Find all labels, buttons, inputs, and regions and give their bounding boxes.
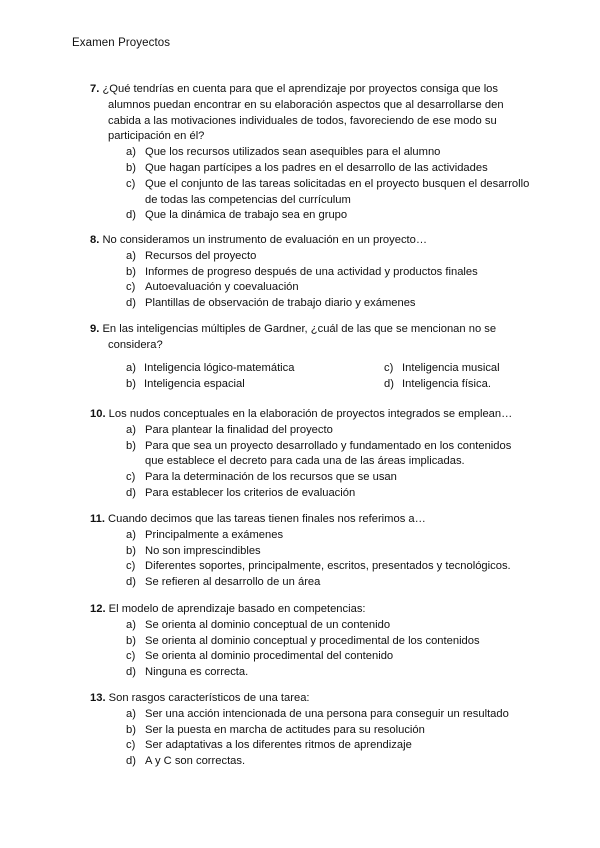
option-letter: c) xyxy=(126,739,136,752)
option xyxy=(126,377,245,393)
question-text: Son rasgos característicos de una tarea: xyxy=(108,692,310,704)
question-text: Cuando decimos que las tareas tienen finales nos referimos a… xyxy=(108,513,426,525)
option xyxy=(90,618,530,634)
option-letter: b) xyxy=(126,377,136,390)
option xyxy=(90,145,530,161)
question-text: En las inteligencias múltiples de Gardner, ¿cuál de las que se mencionan no se considera? xyxy=(102,323,497,351)
option-letter: a) xyxy=(126,618,136,631)
option-text: Que hagan partícipes a los padres en el desarrollo de las actividades xyxy=(145,161,488,174)
option xyxy=(90,280,530,296)
option-letter: b) xyxy=(126,544,136,557)
option xyxy=(90,723,530,739)
question-number: 10. xyxy=(90,408,106,420)
option-letter: c) xyxy=(126,177,136,190)
option-text: Se orienta al dominio conceptual de un contenido xyxy=(145,618,391,631)
option-letter: d) xyxy=(126,666,136,679)
question-9 xyxy=(90,322,530,393)
question-12 xyxy=(90,602,530,681)
option-text: Que la dinámica de trabajo sea en grupo xyxy=(145,209,348,222)
option xyxy=(90,575,530,591)
option-text: Inteligencia espacial xyxy=(144,377,245,390)
option-letter: c) xyxy=(126,650,136,663)
option-text: Ser una acción intencionada de una persona para conseguir un resultado xyxy=(145,707,509,720)
question-number: 8. xyxy=(90,234,100,246)
option-letter: a) xyxy=(126,249,136,262)
option-letter: a) xyxy=(126,146,136,159)
option xyxy=(90,208,530,224)
option-text: Para la determinación de los recursos que se usan xyxy=(145,471,397,484)
question-text: No consideramos un instrumento de evaluación en un proyecto… xyxy=(102,234,428,246)
question-text: ¿Qué tendrías en cuenta para que el aprendizaje por proyectos consiga que los alumnos puedan encontrar en su elaboración aspectos que al desarrollarse den cabida a las motivaciones individuales de todos, favoreciendo de ese modo su participación en él? xyxy=(102,83,504,143)
page-header: Examen Proyectos xyxy=(72,37,171,49)
option xyxy=(90,423,530,439)
option-letter: c) xyxy=(384,361,394,374)
option-text: Plantillas de observación de trabajo diario y exámenes xyxy=(145,297,416,310)
option-text: Recursos del proyecto xyxy=(145,249,257,262)
option-text: Inteligencia física. xyxy=(402,377,491,390)
option xyxy=(90,296,530,312)
option-text: Inteligencia lógico-matemática xyxy=(144,361,295,374)
option xyxy=(384,361,500,377)
option-text: Para establecer los criterios de evaluación xyxy=(145,486,356,499)
question-number: 9. xyxy=(90,323,100,335)
question-11 xyxy=(90,512,530,591)
option-letter: a) xyxy=(126,707,136,720)
option-letter: a) xyxy=(126,423,136,436)
option-letter: d) xyxy=(126,209,136,222)
option-text: Informes de progreso después de una actividad y productos finales xyxy=(145,265,478,278)
option xyxy=(90,738,530,754)
option xyxy=(90,470,530,486)
option-text: Inteligencia musical xyxy=(402,361,500,374)
question-number: 11. xyxy=(90,513,105,525)
option-text: Ninguna es correcta. xyxy=(145,666,249,679)
option-text: Ser adaptativas a los diferentes ritmos de aprendizaje xyxy=(145,739,412,752)
question-number: 7. xyxy=(90,83,100,95)
question-10 xyxy=(90,407,530,502)
question-13 xyxy=(90,691,530,770)
option xyxy=(90,439,530,471)
option-letter: c) xyxy=(126,560,136,573)
option-letter: d) xyxy=(126,486,136,499)
question-8 xyxy=(90,233,530,312)
question-number: 12. xyxy=(90,603,106,615)
option-text: Para plantear la finalidad del proyecto xyxy=(145,423,333,436)
question-7 xyxy=(90,82,530,224)
option-text: No son imprescindibles xyxy=(145,544,261,557)
option xyxy=(126,361,295,377)
option-text: Que los recursos utilizados sean asequibles para el alumno xyxy=(145,146,441,159)
option xyxy=(90,528,530,544)
option-text: Principalmente a exámenes xyxy=(145,528,284,541)
question-text: Los nudos conceptuales en la elaboración de proyectos integrados se emplean… xyxy=(108,408,513,420)
question-text: El modelo de aprendizaje basado en competencias: xyxy=(108,603,366,615)
option-letter: d) xyxy=(126,297,136,310)
option xyxy=(90,665,530,681)
option-letter: b) xyxy=(126,265,136,278)
option-letter: c) xyxy=(126,281,136,294)
option xyxy=(90,265,530,281)
option xyxy=(90,544,530,560)
option xyxy=(90,649,530,665)
option-letter: b) xyxy=(126,634,136,647)
option xyxy=(90,707,530,723)
option-text: Ser la puesta en marcha de actitudes para su resolución xyxy=(145,723,425,736)
option-letter: d) xyxy=(126,755,136,768)
option-text: Se orienta al dominio procedimental del contenido xyxy=(145,650,394,663)
option xyxy=(90,249,530,265)
option-letter: a) xyxy=(126,528,136,541)
option-letter: b) xyxy=(126,723,136,736)
option-letter: d) xyxy=(126,576,136,589)
option xyxy=(90,754,530,770)
option xyxy=(90,177,530,209)
option-text: A y C son correctas. xyxy=(145,755,246,768)
option-text: Se refieren al desarrollo de un área xyxy=(145,576,321,589)
option-text: Que el conjunto de las tareas solicitadas en el proyecto busquen el desarrollo de todas las competencias del currículum xyxy=(145,177,530,206)
option-text: Autoevaluación y coevaluación xyxy=(145,281,299,294)
option-text: Para que sea un proyecto desarrollado y fundamentado en los contenidos que establece el decreto para cada una de las áreas implicadas. xyxy=(145,439,512,468)
question-number: 13. xyxy=(90,692,106,704)
option xyxy=(90,559,530,575)
option-letter: c) xyxy=(126,471,136,484)
option-letter: b) xyxy=(126,161,136,174)
option-letter: b) xyxy=(126,439,136,452)
option xyxy=(90,486,530,502)
option xyxy=(90,161,530,177)
option xyxy=(384,377,491,393)
option-letter: a) xyxy=(126,361,136,374)
option-text: Diferentes soportes, principalmente, escritos, presentados y tecnológicos. xyxy=(145,560,511,573)
option-text: Se orienta al dominio conceptual y procedimental de los contenidos xyxy=(145,634,480,647)
option-letter: d) xyxy=(384,377,394,390)
option xyxy=(90,634,530,650)
